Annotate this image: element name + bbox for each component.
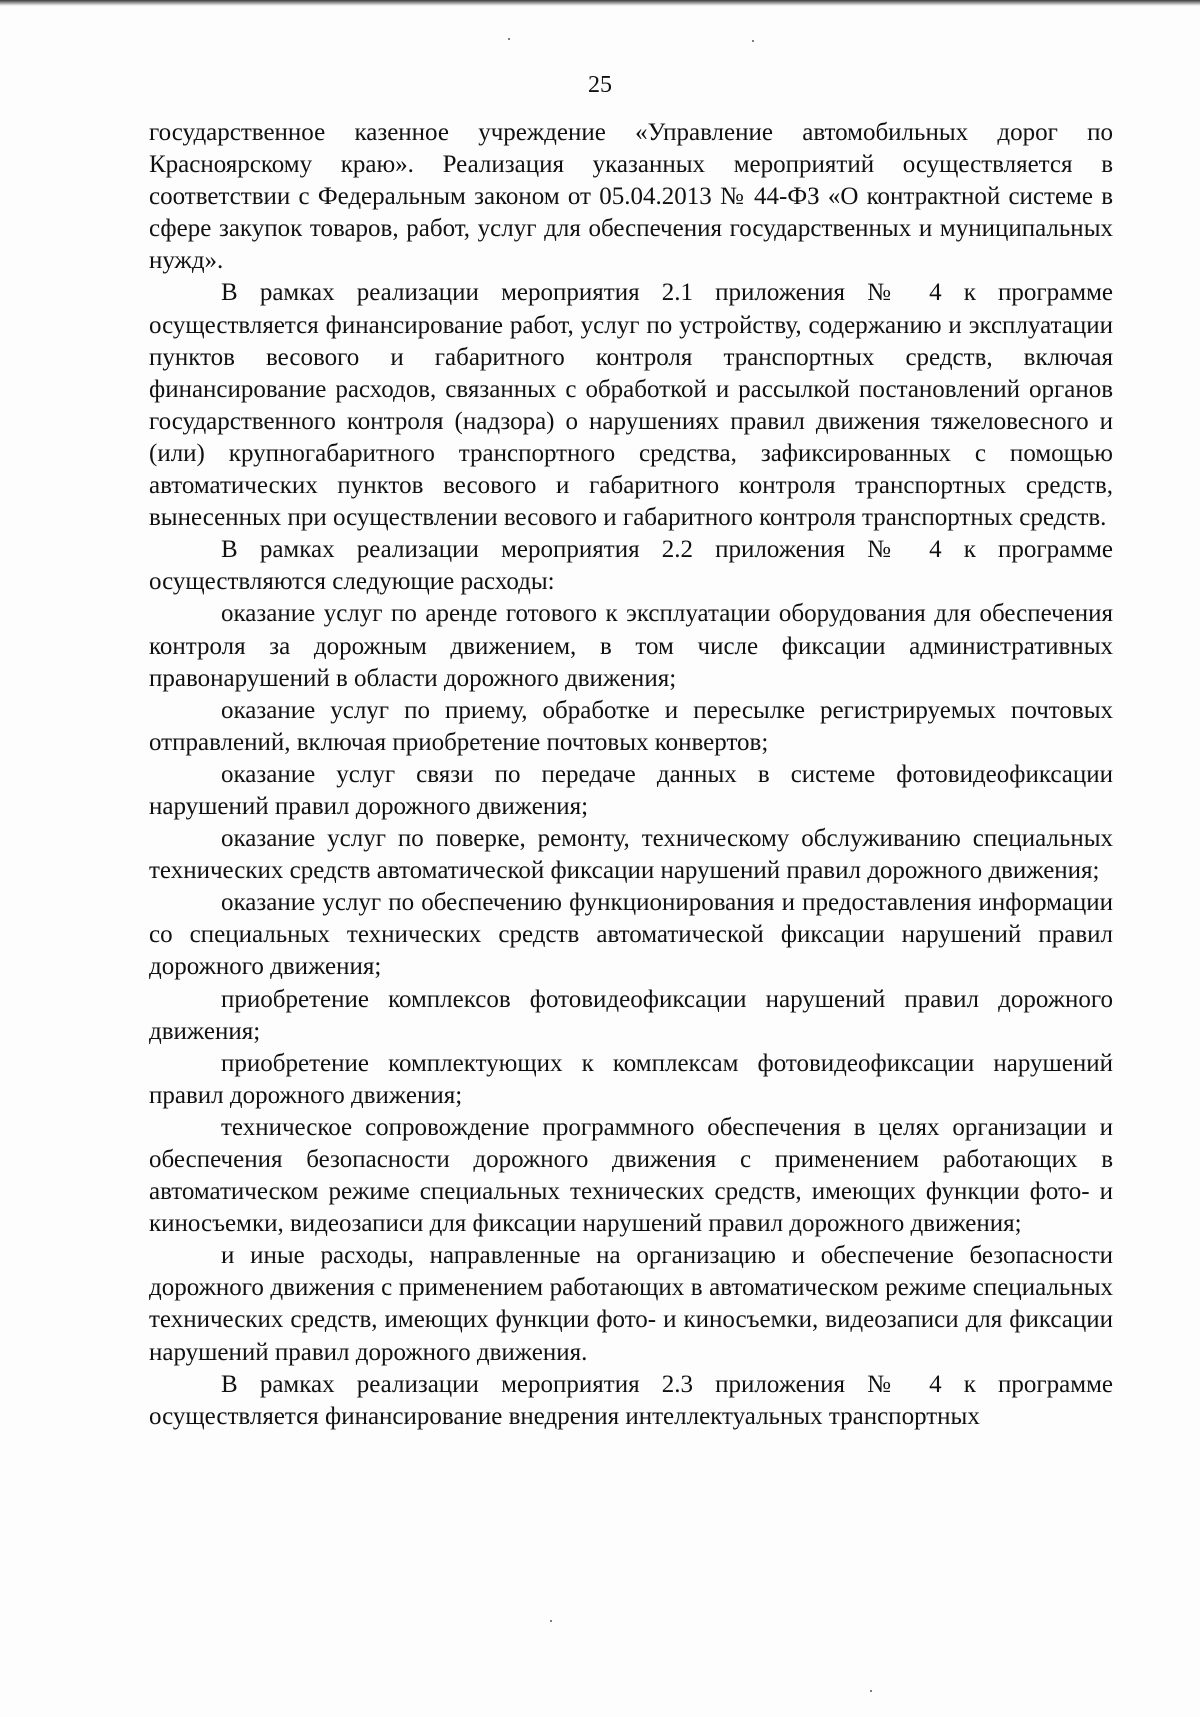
list-item: приобретение комплексов фотовидеофиксации нарушений правил дорожного движения; — [149, 985, 1113, 1045]
list-item: оказание услуг по аренде готового к эксплуатации оборудования для обеспечения контроля за дорожным движением, в том числе фиксации административных правонарушений в области дорожного движения; — [149, 600, 1113, 692]
scan-speck — [508, 38, 510, 40]
list-item: и иные расходы, направленные на организацию и обеспечение безопасности дорожного движения с применением работающих в автоматическом режиме специальных технических средств, имеющих функции фото- и киносъемки, видеозаписи для фиксации нарушений правил дорожного движения. — [149, 1242, 1113, 1366]
list-item: оказание услуг по поверке, ремонту, техническому обслуживанию специальных технических средств автоматической фиксации нарушений правил дорожного движения; — [149, 825, 1113, 885]
list-item: оказание услуг по приему, обработке и пересылке регистрируемых почтовых отправлений, включая приобретение почтовых конвертов; — [149, 696, 1113, 756]
page-number: 25 — [588, 72, 612, 98]
list-item: техническое сопровождение программного обеспечения в целях организации и обеспечения безопасности дорожного движения с применением работающих в автоматическом режиме специальных технических средств, имеющих функции фото- и киносъемки, видеозаписи для фиксации нарушений правил дорожного движения; — [149, 1113, 1113, 1238]
paragraph: государственное казенное учреждение «Управление автомобильных дорог по Красноярскому краю». Реализация указанных мероприятий осуществляется в соответствии с Федеральным законом от 05.04.2013 № 44-ФЗ «О контрактной системе в сфере закупок товаров, работ, услуг для обеспечения государственных и муниципальных нужд». — [149, 119, 1113, 275]
paragraph: В рамках реализации мероприятия 2.1 приложения № 4 к программе осуществляется финансирование работ, услуг по устройству, содержанию и эксплуатации пунктов весового и габаритного контроля транспортных средств, включая финансирование расходов, связанных с обработкой и рассылкой постановлений органов государственного контроля (надзора) о нарушениях правил движения тяжеловесного и (или) крупногабаритного транспортного средства, зафиксированных с помощью автоматических пунктов весового и габаритного контроля транспортных средств, вынесенных при осуществлении весового и габаритного контроля транспортных средств. — [149, 279, 1113, 532]
scan-speck — [752, 40, 754, 42]
paragraph: В рамках реализации мероприятия 2.3 приложения № 4 к программе осуществляется финансирование внедрения интеллектуальных транспортных — [149, 1370, 1113, 1430]
list-item: оказание услуг по обеспечению функционирования и предоставления информации со специальных технических средств автоматической фиксации нарушений правил дорожного движения; — [149, 889, 1113, 981]
paragraph: В рамках реализации мероприятия 2.2 приложения № 4 к программе осуществляются следующие расходы: — [149, 536, 1113, 596]
scan-top-edge — [0, 0, 1200, 6]
list-item: оказание услуг связи по передаче данных в системе фотовидеофиксации нарушений правил дорожного движения; — [149, 760, 1113, 820]
scan-speck — [550, 1620, 552, 1622]
body-text — [149, 117, 1113, 1433]
scan-speck — [870, 1690, 872, 1692]
list-item: приобретение комплектующих к комплексам фотовидеофиксации нарушений правил дорожного движения; — [149, 1049, 1113, 1109]
